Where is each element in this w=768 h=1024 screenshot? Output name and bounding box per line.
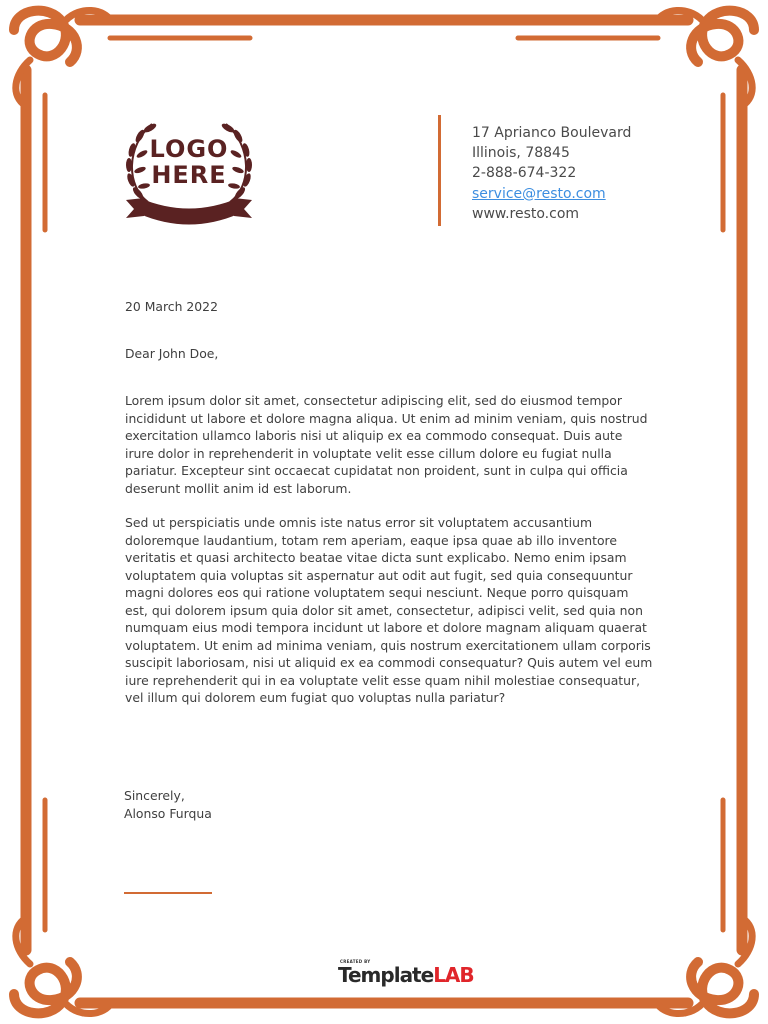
logo-text: [122, 136, 256, 188]
signature-line: [124, 892, 212, 894]
signature-name: Alonso Furqua: [124, 805, 212, 821]
contact-block: [472, 123, 631, 224]
brand-name-part-2: LAB: [433, 963, 474, 987]
logo-line-2: HERE: [151, 161, 227, 189]
header-divider: [438, 115, 441, 226]
letter-date: 20 March 2022: [125, 299, 218, 314]
letter-closing: [124, 787, 654, 822]
brand-created-by: CREATED BY: [340, 959, 371, 964]
brand-name-part-1: Template: [338, 963, 434, 987]
logo-line-1: LOGO: [149, 135, 229, 163]
contact-website: www.resto.com: [472, 205, 580, 222]
contact-email-link[interactable]: service@resto.com: [472, 185, 606, 202]
contact-address: 17 Aprianco Boulevard: [472, 125, 632, 141]
templatelab-brand: [338, 959, 478, 989]
letter-paragraph-2: Sed ut perspiciatis unde omnis iste natus error sit voluptatem accusantium doloremque laudantium, totam rem aperiam, eaque ipsa quae ab illo inventore veritatis et quasi architecto beatae vitae dicta sunt explicabo. Nemo enim ipsam voluptatem quia voluptas sit aspernatur aut odit aut fugit, sed quia consequuntur magni dolores eos qui ratione voluptatem sequi nesciunt. Neque porro quisquam est, qui dolorem ipsum quia dolor sit amet, consectetur, adipisci velit, sed quia non numquam eius modi tempora incidunt ut labore et dolore magnam aliquam quaerat voluptatem. Ut enim ad minima veniam, quis nostrum exercitationem ullam corporis suscipit laboriosam, nisi ut aliquid ex ea commodi consequatur? Quis autem vel eum iure reprehenderit qui in ea voluptate velit esse quam nihil molestiae consequatur, vel illum qui dolorem eum fugiat quo voluptas nulla pariatur?: [125, 515, 653, 705]
letter-paragraph-1: Lorem ipsum dolor sit amet, consectetur adipiscing elit, sed do eiusmod tempor incididunt ut labore et dolore magna aliqua. Ut enim ad minim veniam, quis nostrud exercitation ullamco laboris nisi ut aliquip ex ea commodo consequat. Duis aute irure dolor in reprehenderit in voluptate velit esse cillum dolore eu fugiat nulla pariatur. Excepteur sint occaecat cupidatat non proident, sunt in culpa qui officia deserunt mollit anim id est laborum.: [125, 393, 648, 496]
closing-salutation: Sincerely,: [124, 788, 185, 803]
letter-greeting: Dear John Doe,: [125, 346, 219, 361]
brand-name: [338, 963, 474, 987]
contact-city: Illinois, 78845: [472, 145, 570, 162]
company-logo: [122, 106, 256, 230]
contact-phone: 2-888-674-322: [472, 165, 577, 182]
